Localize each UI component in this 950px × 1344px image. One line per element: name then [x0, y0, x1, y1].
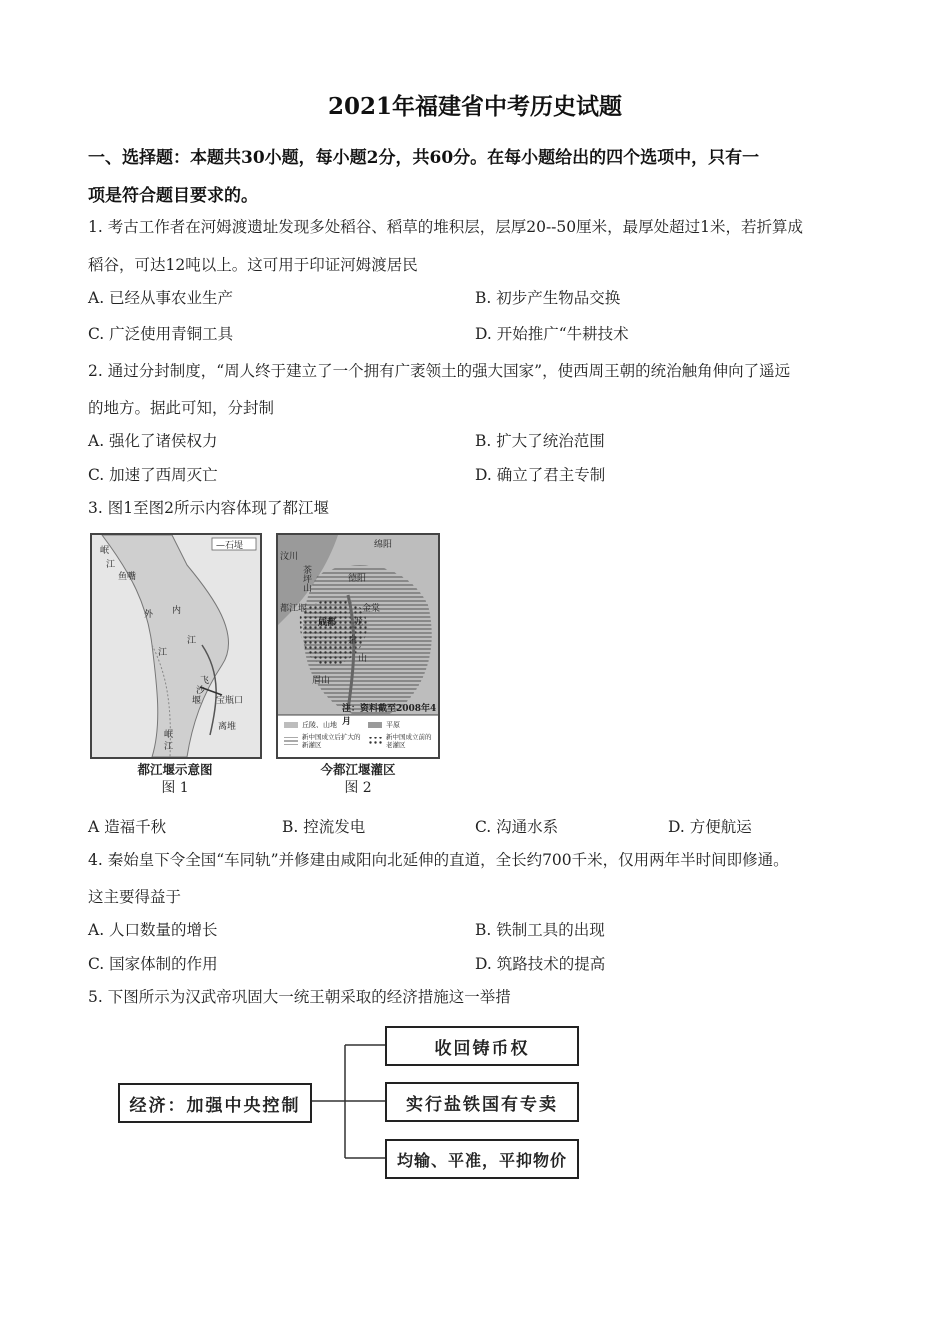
q4-option-d[interactable]: D. 筑路技术的提高 [475, 955, 606, 973]
figure-2-label: 成都 [318, 618, 337, 628]
figure-1-label: 外 [144, 610, 154, 620]
question-1-line2: 稻谷，可达12吨以上。这可用于印证河姆渡居民 [88, 256, 418, 274]
q2-option-d[interactable]: D. 确立了君主专制 [475, 466, 606, 484]
figure-1-label: 离堆 [218, 722, 237, 732]
figure-2-label: 汶川 [280, 552, 299, 562]
figure-1-label: 堰 [192, 696, 202, 706]
figure-2-label: 绵阳 [374, 540, 393, 550]
q3-option-b[interactable]: B. 控流发电 [282, 818, 366, 836]
figure-2-label: 德阳 [348, 574, 367, 584]
figure-1-label: 鱼嘴 [118, 572, 137, 582]
question-5-line1: 5. 下图所示为汉武帝巩固大一统王朝采取的经济措施这一举措 [88, 988, 511, 1006]
figure-1-label: 沙 [196, 686, 206, 696]
q3-option-c[interactable]: C. 沟通水系 [475, 818, 559, 836]
section-heading-line2: 项是符合题目要求的。 [88, 186, 258, 206]
q1-option-d[interactable]: D. 开始推广“牛耕技术 [475, 325, 629, 343]
figure-1-label: 江 [164, 742, 174, 752]
q3-option-d[interactable]: D. 方便航运 [668, 818, 752, 836]
flow-branch-box: 实行盐铁国有专卖 [385, 1082, 579, 1122]
flow-main-box: 经济：加强中央控制 [118, 1083, 312, 1123]
q3-option-a[interactable]: A 造福千秋 [88, 818, 167, 836]
figure-2-label: 泉 [348, 636, 358, 646]
figure-2-label: 龙 [354, 618, 364, 628]
figure-2-caption: 今都江堰灌区 [320, 762, 396, 777]
figure-2-label: 眉山 [312, 676, 331, 686]
section-heading-line1: 一、选择题：本题共30小题，每小题2分，共60分。在每小题给出的四个选项中，只有一 [88, 148, 760, 168]
figure-1-label: 江 [187, 636, 197, 646]
question-4-line1: 4. 秦始皇下令全国“车同轨”并修建由咸阳向北延伸的直道，全长约700千米，仅用两年半时间即修通。 [88, 851, 789, 869]
figure-1-label: 飞 [200, 676, 210, 686]
figure-1-caption: 都江堰示意图 [137, 762, 213, 777]
flow-branch-box: 均输、平准，平抑物价 [385, 1139, 579, 1179]
question-3-line1: 3. 图1至图2所示内容体现了都江堰 [88, 499, 329, 517]
figure-1-number: 图 1 [161, 780, 189, 796]
flow-branch-box: 收回铸币权 [385, 1026, 579, 1066]
q1-option-b[interactable]: B. 初步产生物品交换 [475, 289, 621, 307]
figure-1-label: 江 [106, 560, 116, 570]
question-4-line2: 这主要得益于 [88, 888, 182, 906]
figure-1-label: 江 [158, 648, 168, 658]
figure-1-label: 宝瓶口 [216, 696, 244, 706]
q2-option-b[interactable]: B. 扩大了统治范围 [475, 432, 605, 450]
q4-option-b[interactable]: B. 铁制工具的出现 [475, 921, 605, 939]
figure-1-label: 岷 [164, 730, 174, 740]
figure-2-label: 茶坪山 [301, 565, 311, 592]
figure-1-label: 内 [172, 606, 182, 616]
q2-option-c[interactable]: C. 加速了西周灭亡 [88, 466, 218, 484]
q4-option-a[interactable]: A. 人口数量的增长 [88, 921, 218, 939]
figure-2-legend-item: 新中国成立后扩大的新灌区 [302, 733, 361, 749]
figure-1-legend: —石堤 [216, 541, 244, 551]
q2-option-a[interactable]: A. 强化了诸侯权力 [88, 432, 218, 450]
question-1-line1: 1. 考古工作者在河姆渡遗址发现多处稻谷、稻草的堆积层，层厚20--50厘米，最厚处超过1米，若折算成 [88, 218, 804, 236]
question-2-line1: 2. 通过分封制度，“周人终于建立了一个拥有广袤领土的强大国家”，使西周王朝的统治触角伸向了遥远 [88, 362, 791, 380]
q1-option-c[interactable]: C. 广泛使用青铜工具 [88, 325, 234, 343]
q4-option-c[interactable]: C. 国家体制的作用 [88, 955, 218, 973]
figure-2-legend-item: 新中国成立前的老灌区 [386, 733, 432, 749]
figure-1-label: 岷 [100, 546, 110, 556]
figure-2-number: 图 2 [344, 780, 372, 796]
figure-2-note: 注：资料截至2008年4月 [342, 704, 437, 727]
figure-2-legend-item: 丘陵、山地 [302, 721, 337, 729]
q1-option-a[interactable]: A. 已经从事农业生产 [88, 289, 234, 307]
page-title: 2021年福建省中考历史试题 [327, 93, 622, 120]
figure-2-label: 都江堰 [280, 604, 308, 614]
figure-2-label: 山 [358, 654, 368, 664]
figure-2-label: 金棠 [362, 604, 381, 614]
figure-2-legend-item: 平原 [386, 721, 400, 729]
question-2-line2: 的地方。据此可知，分封制 [88, 399, 275, 417]
